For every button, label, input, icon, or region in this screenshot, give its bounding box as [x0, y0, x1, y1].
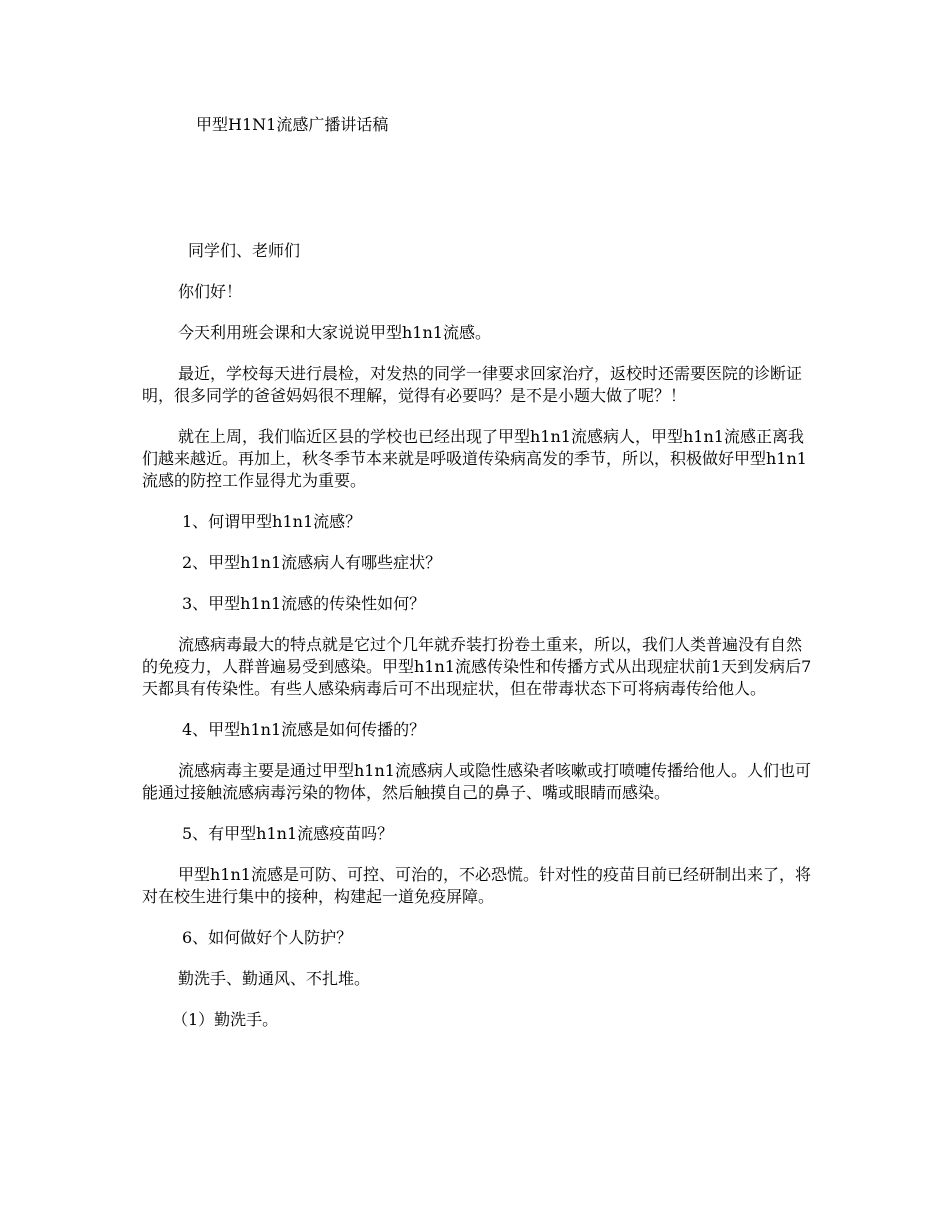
question-heading: 5、有甲型h1n1流感疫苗吗？ — [182, 824, 394, 843]
body-paragraph: 流感病毒主要是通过甲型h1n1流感病人或隐性感染者咳嗽或打喷嚏传播给他人。人们也可能通过接触流感病毒污染的物体，然后触摸自己的鼻子、嘴或眼睛而感染。 — [142, 761, 811, 802]
question-heading: 6、如何做好个人防护？ — [182, 928, 353, 947]
document-body — [142, 240, 812, 1050]
question-heading: 2、甲型h1n1流感病人有哪些症状？ — [182, 553, 442, 572]
body-paragraph: 甲型h1n1流感是可防、可控、可治的，不必恐慌。针对性的疫苗目前已经研制出来了，将对在校生进行集中的接种，构建起一道免疫屏障。 — [142, 865, 811, 906]
question-heading: 3、甲型h1n1流感的传染性如何？ — [182, 594, 426, 613]
greeting-paragraph: 同学们、老师们 — [188, 241, 301, 260]
body-paragraph: 勤洗手、勤通风、不扎堆。 — [178, 969, 371, 988]
body-paragraph: 流感病毒最大的特点就是它过个几年就乔装打扮卷土重来，所以，我们人类普遍没有自然的免疫力，人群普遍易受到感染。甲型h1n1流感传染性和传播方式从出现症状前1天到发病后7天都具有传染性。有些人感染病毒后可不出现症状，但在带毒状态下可将病毒传给他人。 — [142, 635, 812, 698]
salutation-paragraph: 你们好！ — [178, 282, 243, 301]
body-paragraph: 最近，学校每天进行晨检，对发热的同学一律要求回家治疗，返校时还需要医院的诊断证明，很多同学的爸爸妈妈很不理解，觉得有必要吗？是不是小题大做了呢？！ — [142, 364, 803, 405]
intro-paragraph: 今天利用班会课和大家说说甲型h1n1流感。 — [178, 323, 491, 342]
body-paragraph: 就在上周，我们临近区县的学校也已经出现了甲型h1n1流感病人，甲型h1n1流感正离我们越来越近。再加上，秋冬季节本来就是呼吸道传染病高发的季节，所以，积极做好甲型h1n1流感的防控工作显得尤为重要。 — [142, 427, 807, 490]
question-heading: 1、何谓甲型h1n1流感？ — [182, 512, 362, 531]
question-heading: 4、甲型h1n1流感是如何传播的？ — [182, 720, 426, 739]
subheading-paragraph: （1）勤洗手。 — [172, 1010, 279, 1029]
document-title: 甲型H1N1流感广播讲话稿 — [196, 115, 389, 134]
